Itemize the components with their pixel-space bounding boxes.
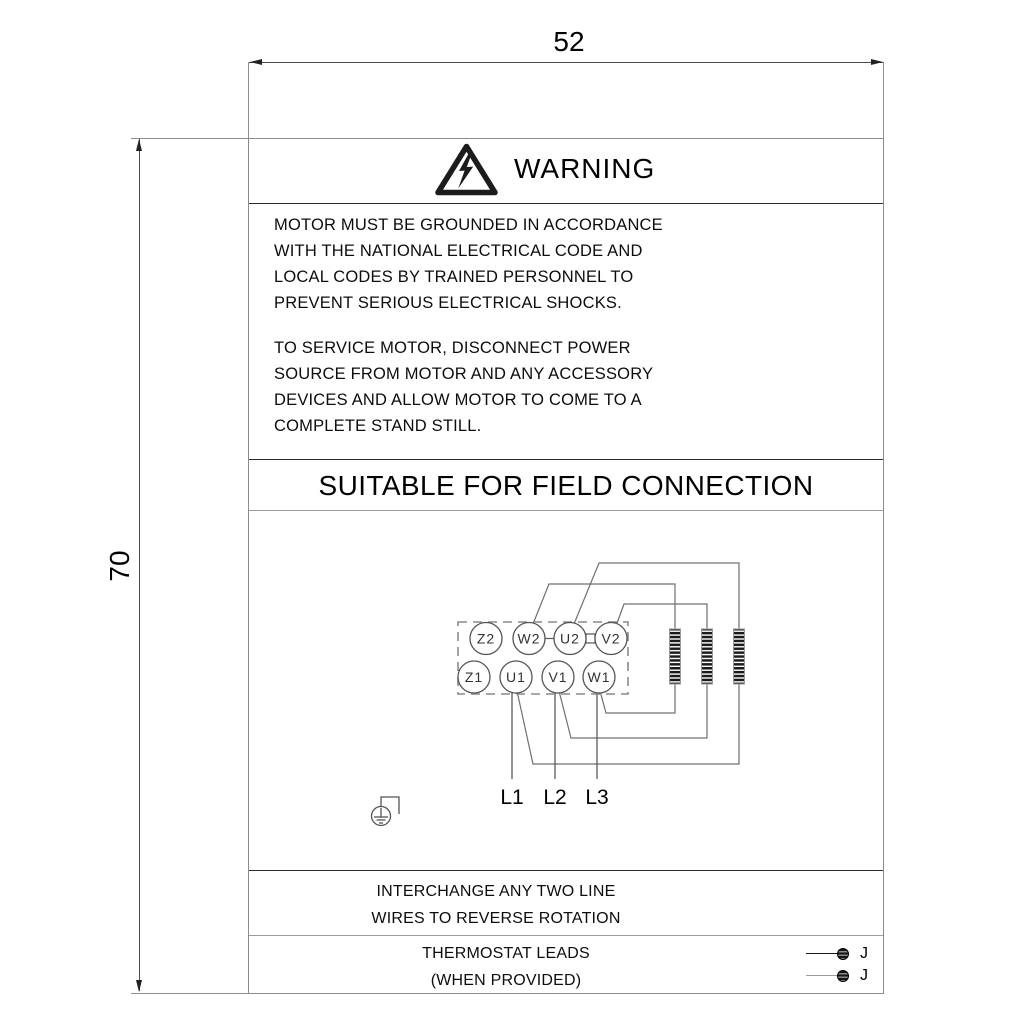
dimension-arrow-right-icon [871,59,883,65]
text-line: SOURCE FROM MOTOR AND ANY ACCESSORY [274,365,654,383]
extension-line [131,993,248,994]
ground-symbol-icon [372,797,400,826]
wires-bottom [517,684,739,764]
text-line: MOTOR MUST BE GROUNDED IN ACCORDANCE [274,216,663,234]
terminal-label-u2: U2 [560,630,580,647]
wire-coil1-w1 [600,684,675,713]
text-line: DEVICES AND ALLOW MOTOR TO COME TO A [274,391,642,409]
terminal-label-z2: Z2 [476,630,496,647]
section-divider [249,935,883,936]
thermostat-lead-label: J [860,945,868,962]
text-line: PREVENT SERIOUS ELECTRICAL SHOCKS. [274,294,622,312]
height-dimension-line [139,139,140,991]
extension-line [131,138,248,139]
width-dimension-line [249,62,883,63]
text-line: (WHEN PROVIDED) [430,972,582,989]
wire-coil2-v1 [559,684,707,738]
coil-2-icon [702,629,713,684]
text-line: COMPLETE STAND STILL. [274,417,482,435]
thermostat-lead-line [806,953,839,954]
dimension-arrow-up-icon [136,139,142,151]
warning-paragraph-1 [274,212,663,316]
terminal-label-w1: W1 [587,669,611,685]
wires-top [533,563,739,629]
line-label-l1: L1 [500,786,524,809]
dimension-arrow-left-icon [250,59,262,65]
text-line: WIRES TO REVERSE ROTATION [371,910,621,927]
winding-coils [670,629,745,684]
coil-3-icon [734,629,745,684]
width-dimension-label: 52 [553,26,585,57]
field-connection-title: SUITABLE FOR FIELD CONNECTION [318,470,814,501]
thermostat-note [249,940,763,994]
text-line: WITH THE NATIONAL ELECTRICAL CODE AND [274,242,643,260]
thermostat-lead-line [806,975,839,976]
height-dimension-label: 70 [104,550,135,582]
wire-u2-coil3 [574,563,739,629]
wire-coil3-u1 [517,684,739,764]
text-line: TO SERVICE MOTOR, DISCONNECT POWER [274,339,631,357]
section-divider [249,870,883,871]
terminal-label-u1: U1 [506,669,526,685]
extension-line [248,62,249,138]
label-outline-box [248,138,884,994]
line-leads [512,693,597,779]
electrical-hazard-triangle-icon [435,143,498,196]
text-line: INTERCHANGE ANY TWO LINE [376,883,616,900]
section-divider [249,459,883,460]
warning-paragraph-2 [274,335,653,439]
section-divider [249,203,883,204]
link-u2-v2 [586,634,595,643]
thermostat-lead-label: J [860,967,868,984]
wiring-diagram [249,511,885,870]
dimension-arrow-down-icon [136,980,142,992]
terminal-label-v1: V1 [548,669,568,685]
text-line: THERMOSTAT LEADS [422,945,590,962]
wire-v2-coil2 [616,604,707,629]
thermostat-lead-bead-icon [837,970,849,982]
terminal-label-z1: Z1 [464,669,484,685]
text-line: LOCAL CODES BY TRAINED PERSONNEL TO [274,268,634,286]
thermostat-lead-bead-icon [837,948,849,960]
terminal-label-w2: W2 [517,630,541,647]
line-label-l2: L2 [543,786,567,809]
rotation-note [249,878,743,932]
line-label-l3: L3 [585,786,609,809]
extension-line [883,62,884,138]
coil-1-icon [670,629,681,684]
terminal-label-v2: V2 [601,630,621,647]
warning-title: WARNING [514,153,656,184]
terminal-row-bottom [458,661,615,693]
